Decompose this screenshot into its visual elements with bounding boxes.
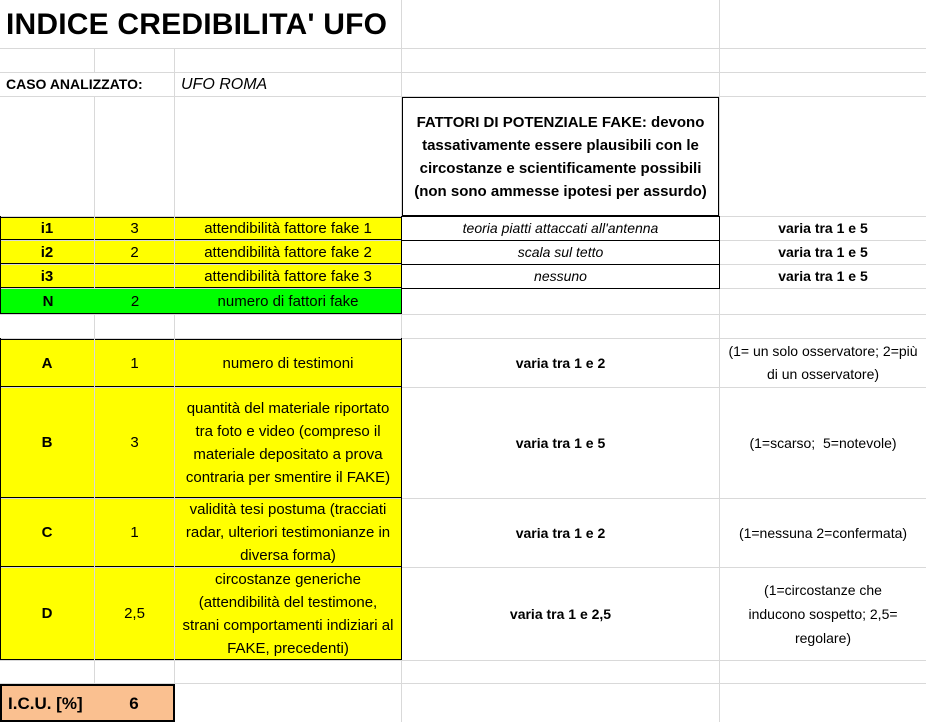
n-value[interactable]: 2	[95, 289, 175, 314]
param-label[interactable]: quantità del materiale riportato tra foto e video (compreso il materiale depositato a prova contraria per smentire il FAKE)	[175, 388, 401, 498]
param-id[interactable]: B	[0, 388, 94, 498]
block-border	[0, 216, 1, 289]
case-value[interactable]: UFO ROMA	[181, 76, 268, 93]
fake-factor-label[interactable]: attendibilità fattore fake 2	[175, 241, 401, 264]
fake-factor-range[interactable]: varia tra 1 e 5	[778, 244, 868, 260]
param-range[interactable]: varia tra 1 e 2	[515, 354, 606, 371]
fake-factor-id[interactable]: i1	[0, 217, 94, 240]
fake-factor-value[interactable]	[95, 265, 174, 288]
fake-factor-id[interactable]: i3	[0, 265, 94, 288]
param-range[interactable]: varia tra 1 e 2,5	[509, 605, 612, 622]
case-label[interactable]: CASO ANALIZZATO:	[0, 73, 174, 96]
fake-factors-header[interactable]: FATTORI DI POTENZIALE FAKE: devono tassativamente essere plausibili con le circostanze e scientificamente possibili (non sono ammesse ipotesi per assurdo)	[402, 97, 719, 216]
fake-factor-description[interactable]: scala sul tetto	[401, 240, 720, 265]
param-value[interactable]: 1	[95, 339, 174, 387]
n-id[interactable]: N	[0, 289, 95, 314]
param-note[interactable]: (1=scarso; 5=notevole)	[749, 434, 897, 451]
grid-line	[0, 48, 926, 49]
fake-factor-range[interactable]: varia tra 1 e 5	[778, 268, 868, 284]
param-id[interactable]: D	[0, 568, 94, 660]
fake-factor-description[interactable]: nessuno	[401, 264, 720, 289]
fake-factor-value[interactable]: 3	[95, 217, 174, 240]
fake-factor-value[interactable]: 2	[95, 241, 174, 264]
param-label[interactable]: circostanze generiche (attendibilità del testimone, strani comportamenti indiziari al FAKE, precedenti)	[175, 568, 401, 660]
fake-factor-description[interactable]: teoria piatti attaccati all'antenna	[401, 216, 720, 241]
icu-label[interactable]: I.C.U. [%]	[0, 684, 95, 722]
param-value[interactable]: 1	[95, 499, 174, 567]
param-id[interactable]: C	[0, 499, 94, 567]
param-label[interactable]: validità tesi postuma (tracciati radar, ulteriori testimonianze in diversa forma)	[175, 499, 401, 567]
param-label[interactable]: numero di testimoni	[175, 339, 401, 387]
grid-line	[0, 660, 926, 661]
n-label[interactable]: numero di fattori fake	[175, 289, 402, 314]
sheet-title[interactable]: INDICE CREDIBILITA' UFO	[0, 0, 401, 48]
param-range[interactable]: varia tra 1 e 5	[515, 434, 606, 451]
param-value[interactable]: 2,5	[95, 568, 174, 660]
block-border	[0, 338, 1, 660]
param-note[interactable]: (1=circostanze che inducono sospetto; 2,5= regolare)	[748, 582, 898, 646]
param-value[interactable]: 3	[95, 388, 174, 498]
icu-value[interactable]: 6	[95, 684, 175, 722]
grid-line	[0, 314, 926, 315]
param-note[interactable]: (1=nessuna 2=confermata)	[738, 524, 908, 541]
fake-factor-label[interactable]: attendibilità fattore fake 1	[175, 217, 401, 240]
param-note[interactable]: (1= un solo osservatore; 2=più di un osservatore)	[728, 343, 918, 382]
fake-factor-range[interactable]: varia tra 1 e 5	[778, 220, 868, 236]
param-range[interactable]: varia tra 1 e 2	[515, 524, 606, 541]
param-id[interactable]: A	[0, 339, 94, 387]
block-border	[401, 338, 402, 660]
fake-factor-label[interactable]: attendibilità fattore fake 3	[175, 265, 401, 288]
fake-factor-id[interactable]: i2	[0, 241, 94, 264]
